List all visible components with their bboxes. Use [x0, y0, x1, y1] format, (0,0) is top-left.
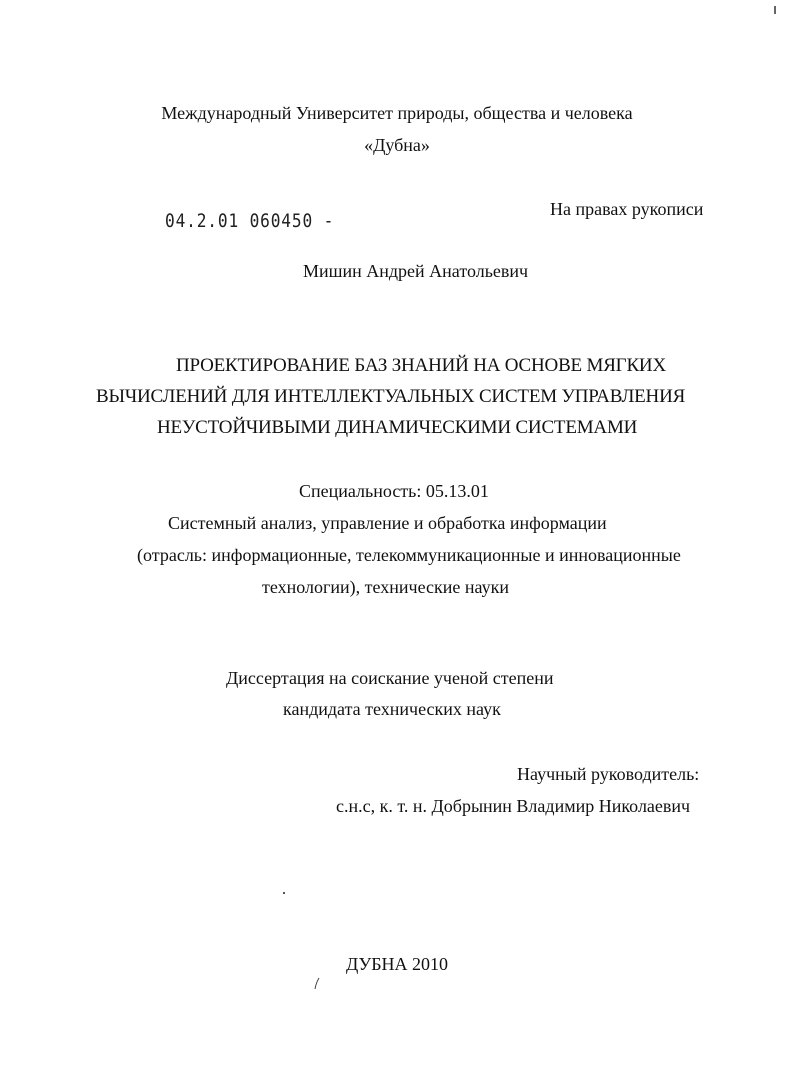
specialty-branch-line-1: (отрасль: информационные, телекоммуникационные и инновационные	[137, 545, 681, 565]
author-name: Мишин Андрей Анатольевич	[303, 261, 529, 281]
thesis-title-line-3: НЕУСТОЙЧИВЫМИ ДИНАМИЧЕСКИМИ СИСТЕМАМИ	[157, 417, 638, 438]
university-short-name: «Дубна»	[364, 135, 430, 155]
thesis-title-line-2: ВЫЧИСЛЕНИЙ ДЛЯ ИНТЕЛЛЕКТУАЛЬНЫХ СИСТЕМ УПРАВЛЕНИЯ	[96, 386, 686, 407]
place-and-year: ДУБНА 2010	[345, 954, 449, 974]
supervisor-name: с.н.с, к. т. н. Добрынин Владимир Николаевич	[336, 796, 691, 816]
supervisor-label: Научный руководитель:	[517, 764, 700, 784]
specialty-code: Специальность: 05.13.01	[299, 481, 489, 501]
specialty-branch-line-2: технологии), технические науки	[262, 577, 509, 597]
specialty-name: Системный анализ, управление и обработка информации	[168, 513, 607, 533]
dissertation-purpose: Диссертация на соискание ученой степени	[226, 668, 554, 688]
library-stamp-number: 04.2.01 060450 -	[165, 210, 335, 232]
rights-note: На правах рукописи	[550, 199, 704, 219]
scan-speck	[283, 892, 285, 894]
pen-mark	[312, 977, 322, 991]
thesis-title-line-1: ПРОЕКТИРОВАНИЕ БАЗ ЗНАНИЙ НА ОСНОВЕ МЯГКИХ	[176, 355, 666, 376]
dissertation-degree: кандидата технических наук	[283, 699, 501, 719]
scan-mark	[774, 6, 776, 14]
university-name: Международный Университет природы, общества и человека	[161, 103, 633, 123]
